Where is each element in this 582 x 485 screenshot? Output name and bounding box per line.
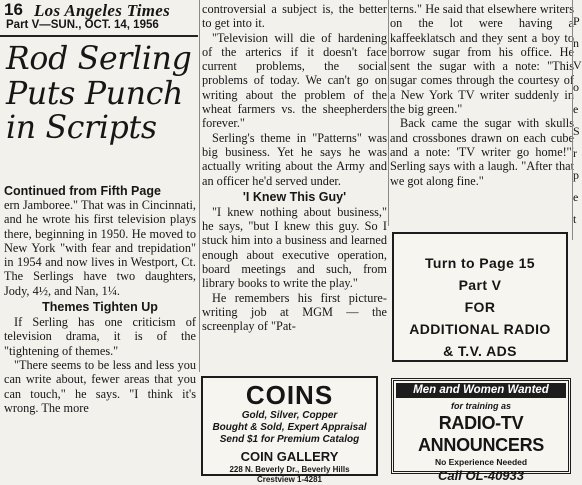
article-column-1 bbox=[4, 184, 196, 415]
paragraph: He remembers his first picture-writing job at MGM — the screenplay of "Pat- bbox=[202, 290, 387, 334]
subhead: Themes Tighten Up bbox=[42, 300, 158, 315]
coins-ad-line: Send $1 for Premium Catalog bbox=[219, 434, 360, 445]
coins-ad-gallery: COIN GALLERY bbox=[240, 449, 339, 464]
paragraph: "There seems to be less and less you can write about, fewer areas that you can touch," he says. "I think it's wrong. The more bbox=[4, 357, 196, 415]
page-number: 16 bbox=[4, 0, 23, 19]
article-column-2 bbox=[202, 2, 387, 334]
fragment: P bbox=[573, 14, 580, 28]
dateline: Part V—SUN., OCT. 14, 1956 bbox=[6, 19, 159, 31]
fragment: e bbox=[573, 190, 579, 204]
coins-ad-line: Bought & Sold, Expert Appraisal bbox=[212, 422, 367, 433]
subhead: 'I Knew This Guy' bbox=[242, 189, 347, 204]
coins-ad-phone: Crestview 1-4281 bbox=[257, 475, 322, 484]
column-rule bbox=[199, 0, 200, 372]
fragment: t bbox=[573, 212, 577, 226]
fragment: S bbox=[573, 124, 580, 138]
coins-ad-line: Gold, Silver, Copper bbox=[241, 410, 338, 421]
announcer-ad-header: Men and Women Wanted bbox=[396, 383, 566, 398]
ad-line: Turn to Page 15 bbox=[425, 255, 535, 271]
fragment: p bbox=[573, 168, 579, 182]
paragraph: "I knew nothing about business," he says, "but I knew this guy. So I stuck him into a business and learned enough about executive operation, board meetings and such, from library books to write the play." bbox=[202, 204, 387, 291]
paper-name: Los Angeles Times bbox=[34, 1, 171, 20]
coins-ad-title: COINS bbox=[245, 380, 334, 410]
paragraph: If Serling has one criticism of television drama, it is of the "tightening of themes." bbox=[4, 315, 196, 358]
announcer-ad-note: No Experience Needed bbox=[434, 457, 528, 467]
ad-line: ADDITIONAL RADIO bbox=[409, 321, 551, 337]
coins-ad-address: 228 N. Beverly Dr., Beverly Hills bbox=[229, 465, 350, 474]
headline-line-2: Puts Punch bbox=[6, 75, 184, 112]
paragraph: Serling's theme in "Patterns" was big business. Yet he says he was actually writing about the Army and an officer he'd served under. bbox=[202, 130, 387, 188]
fragment: r bbox=[573, 146, 577, 160]
announcer-ad-phone: Call OL-40933 bbox=[438, 468, 524, 483]
announcer-ad bbox=[391, 378, 571, 483]
continued-line: Continued from Fifth Page bbox=[4, 184, 161, 198]
paragraph: terns." He said that elsewhere writers on the lot were having a kaffeeklatsch and they sent a boy to borrow sugar from his office. He sent the sugar with a note: "This sugar comes through the courtesy of a New York TV writer suddenly in the big green." bbox=[390, 2, 574, 117]
ad-line: & T.V. ADS bbox=[443, 343, 517, 359]
paragraph: ern Jamboree." That was in Cincinnati, and he wrote his first television plays there, beginning in 1950. He moved to New York "with fear and trepidation" in 1954 and now lives in Westport, Ct. The Serlings have two daughters, Jody, 4½, and Nan, 1¼. bbox=[4, 198, 196, 298]
ad-line: FOR bbox=[464, 299, 496, 315]
article-column-3 bbox=[390, 2, 574, 188]
coins-ad bbox=[201, 376, 378, 484]
edge-column-fragments bbox=[573, 10, 582, 230]
ad-line: Part V bbox=[458, 277, 502, 293]
announcer-ad-line: for training as bbox=[450, 401, 511, 411]
radio-tv-ad-pointer bbox=[392, 232, 568, 362]
fragment: V bbox=[573, 58, 582, 72]
headline-line-3: in Scripts bbox=[6, 110, 157, 146]
fragment: o bbox=[573, 80, 579, 94]
paragraph: "Television will die of hardening of the arterics if it doesn't face current problems, the social problems of today. We can't go on writing about the problem of the wheat farmers vs. the sheepherders forever." bbox=[202, 30, 387, 131]
fragment: n bbox=[573, 36, 579, 50]
announcer-ad-title: RADIO-TV ANNOUNCERS bbox=[417, 413, 544, 455]
headline-line-1: Rod Serling bbox=[6, 41, 192, 77]
paragraph: Back came the sugar with skulls and crossbones drawn on each cube and a note: 'TV writer go home!'" Serling says with a laugh. "After that we got along fine." bbox=[390, 116, 574, 188]
headline bbox=[6, 42, 198, 146]
column-rule bbox=[388, 0, 389, 226]
fragment: e bbox=[573, 102, 579, 116]
masthead-rule bbox=[0, 35, 198, 37]
paragraph: controversial a subject is, the better to get into it. bbox=[202, 2, 387, 31]
